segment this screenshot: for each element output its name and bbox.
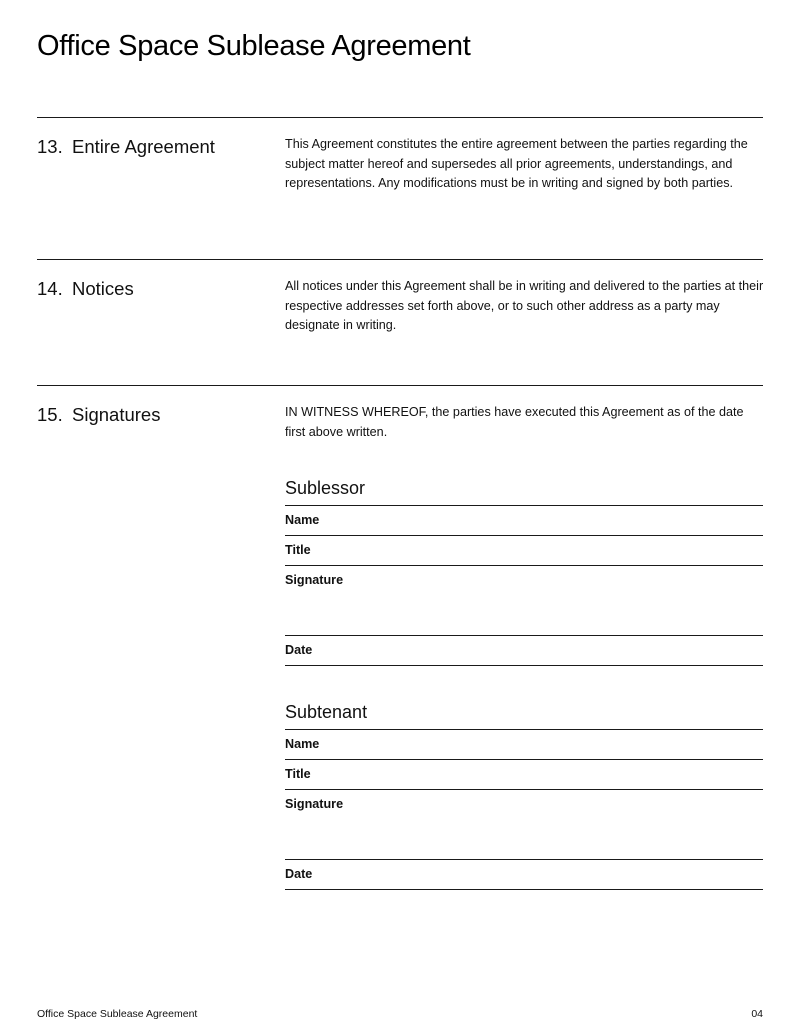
subtenant-date-field[interactable]: Date bbox=[285, 867, 313, 881]
field-divider bbox=[285, 889, 763, 890]
section-number: 15. bbox=[37, 404, 63, 425]
section-body-signatures: IN WITNESS WHEREOF, the parties have executed this Agreement as of the date first above written. bbox=[285, 405, 744, 439]
footer-document-name: Office Space Sublease Agreement bbox=[37, 1008, 198, 1020]
sublessor-heading: Sublessor bbox=[285, 478, 366, 498]
footer-page-number: 04 bbox=[751, 1008, 763, 1020]
field-divider bbox=[285, 535, 763, 536]
subtenant-title-field[interactable]: Title bbox=[285, 767, 311, 781]
page-title: Office Space Sublease Agreement bbox=[37, 30, 471, 62]
sublessor-name-field[interactable]: Name bbox=[285, 513, 320, 527]
section-body-notices: All notices under this Agreement shall be in writing and delivered to the parties at their respective addresses set forth above, or to such other address as a party may designate in writing. bbox=[285, 279, 764, 333]
subtenant-heading: Subtenant bbox=[285, 702, 368, 722]
sublessor-date-field[interactable]: Date bbox=[285, 643, 313, 657]
section-divider bbox=[37, 259, 763, 260]
field-divider bbox=[285, 859, 763, 860]
section-title-entire-agreement: Entire Agreement bbox=[72, 136, 215, 157]
section-body-entire-agreement: This Agreement constitutes the entire agreement between the parties regarding the subject matter hereof and supersedes all prior agreements, understandings, and representations. Any modifications must be in writing and signed by both parties. bbox=[285, 137, 748, 191]
subtenant-signature-field[interactable]: Signature bbox=[285, 797, 344, 811]
section-number: 13. bbox=[37, 136, 63, 157]
field-divider bbox=[285, 635, 763, 636]
section-title-signatures: Signatures bbox=[72, 404, 161, 425]
field-divider bbox=[285, 729, 763, 730]
sublessor-title-field[interactable]: Title bbox=[285, 543, 311, 557]
field-divider bbox=[285, 665, 763, 666]
field-divider bbox=[285, 789, 763, 790]
field-divider bbox=[285, 565, 763, 566]
section-number: 14. bbox=[37, 278, 63, 299]
field-divider bbox=[285, 505, 763, 506]
subtenant-name-field[interactable]: Name bbox=[285, 737, 320, 751]
field-divider bbox=[285, 759, 763, 760]
section-divider bbox=[37, 385, 763, 386]
sublessor-signature-field[interactable]: Signature bbox=[285, 573, 344, 587]
section-divider bbox=[37, 117, 763, 118]
section-title-notices: Notices bbox=[72, 278, 134, 299]
